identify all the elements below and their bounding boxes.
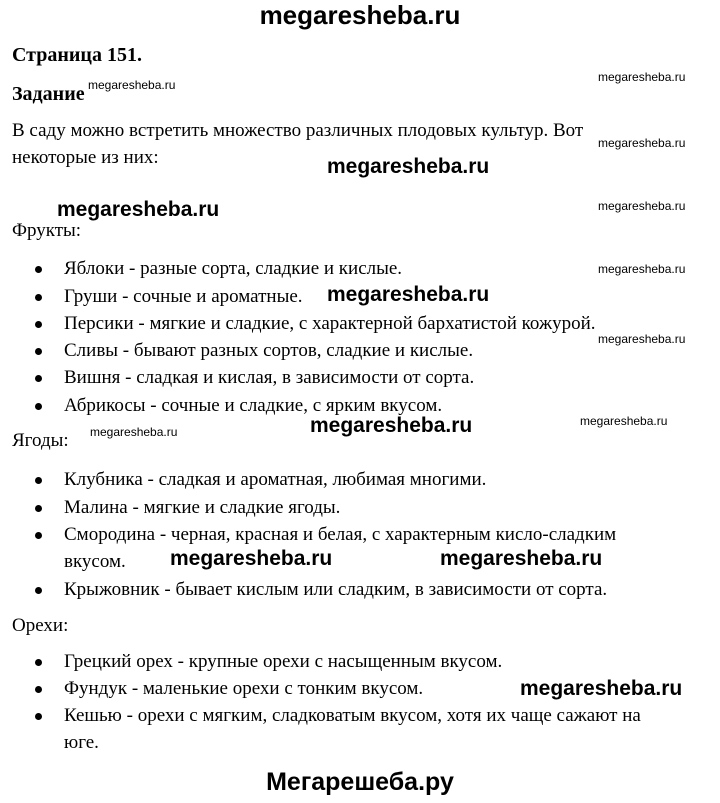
task-heading: Задание <box>12 83 85 105</box>
watermark: megaresheba.ru <box>598 332 686 346</box>
item-text: Крыжовник - бывает кислым или сладким, в зависимости от сорта. <box>64 579 608 600</box>
bullet-icon <box>35 686 42 693</box>
item-text: вкусом. <box>64 551 126 572</box>
bullet-icon <box>35 348 42 355</box>
item-text: Персики - мягкие и сладкие, с характерной бархатистой кожурой. <box>64 313 596 334</box>
item-text: Грецкий орех - крупные орехи с насыщенным вкусом. <box>64 651 503 672</box>
item-text: Сливы - бывают разных сортов, сладкие и кислые. <box>64 340 474 361</box>
item-text: Малина - мягкие и сладкие ягоды. <box>64 497 341 518</box>
item-text: Фундук - маленькие орехи с тонким вкусом. <box>64 678 424 699</box>
bullet-icon <box>35 321 42 328</box>
bullet-icon <box>35 505 42 512</box>
item-text: Клубника - сладкая и ароматная, любимая многими. <box>64 469 487 490</box>
watermark: megaresheba.ru <box>598 199 686 213</box>
watermark: megaresheba.ru <box>310 414 473 437</box>
watermark: megaresheba.ru <box>57 198 220 221</box>
item-text: Груши - сочные и ароматные. <box>64 286 303 307</box>
watermark: megaresheba.ru <box>90 425 178 439</box>
bullet-icon <box>35 375 42 382</box>
watermark: megaresheba.ru <box>580 414 668 428</box>
page-title: Страница 151. <box>12 44 142 66</box>
item-text: Смородина - черная, красная и белая, с характерным кисло-сладким <box>64 524 617 545</box>
section-title-nuts: Орехи: <box>12 615 69 636</box>
bullet-icon <box>35 266 42 273</box>
bullet-icon <box>35 477 42 484</box>
bullet-icon <box>35 713 42 720</box>
watermark: megaresheba.ru <box>598 70 686 84</box>
watermark: megaresheba.ru <box>440 547 603 570</box>
watermark: megaresheba.ru <box>327 155 490 178</box>
site-footer: Мегарешеба.ру <box>266 768 454 796</box>
intro-line: некоторые из них: <box>12 147 159 168</box>
bullet-icon <box>35 587 42 594</box>
bullet-icon <box>35 532 42 539</box>
site-header: megaresheba.ru <box>259 0 461 30</box>
item-text: Яблоки - разные сорта, сладкие и кислые. <box>64 258 403 279</box>
item-text: Абрикосы - сочные и сладкие, с ярким вкусом. <box>64 395 443 416</box>
section-title-fruits: Фрукты: <box>12 220 82 241</box>
item-text: Вишня - сладкая и кислая, в зависимости от сорта. <box>64 367 475 388</box>
watermark: megaresheba.ru <box>327 283 490 306</box>
item-text: Кешью - орехи с мягким, сладковатым вкусом, хотя их чаще сажают на <box>64 705 641 726</box>
intro-line: В саду можно встретить множество различных плодовых культур. Вот <box>12 120 584 141</box>
watermark: megaresheba.ru <box>598 136 686 150</box>
bullet-icon <box>35 403 42 410</box>
bullet-icon <box>35 294 42 301</box>
watermark: megaresheba.ru <box>170 547 333 570</box>
watermark: megaresheba.ru <box>598 262 686 276</box>
watermark: megaresheba.ru <box>88 78 176 92</box>
watermark: megaresheba.ru <box>520 677 683 700</box>
item-text: юге. <box>64 732 99 753</box>
section-title-berries: Ягоды: <box>12 430 69 451</box>
bullet-icon <box>35 659 42 666</box>
